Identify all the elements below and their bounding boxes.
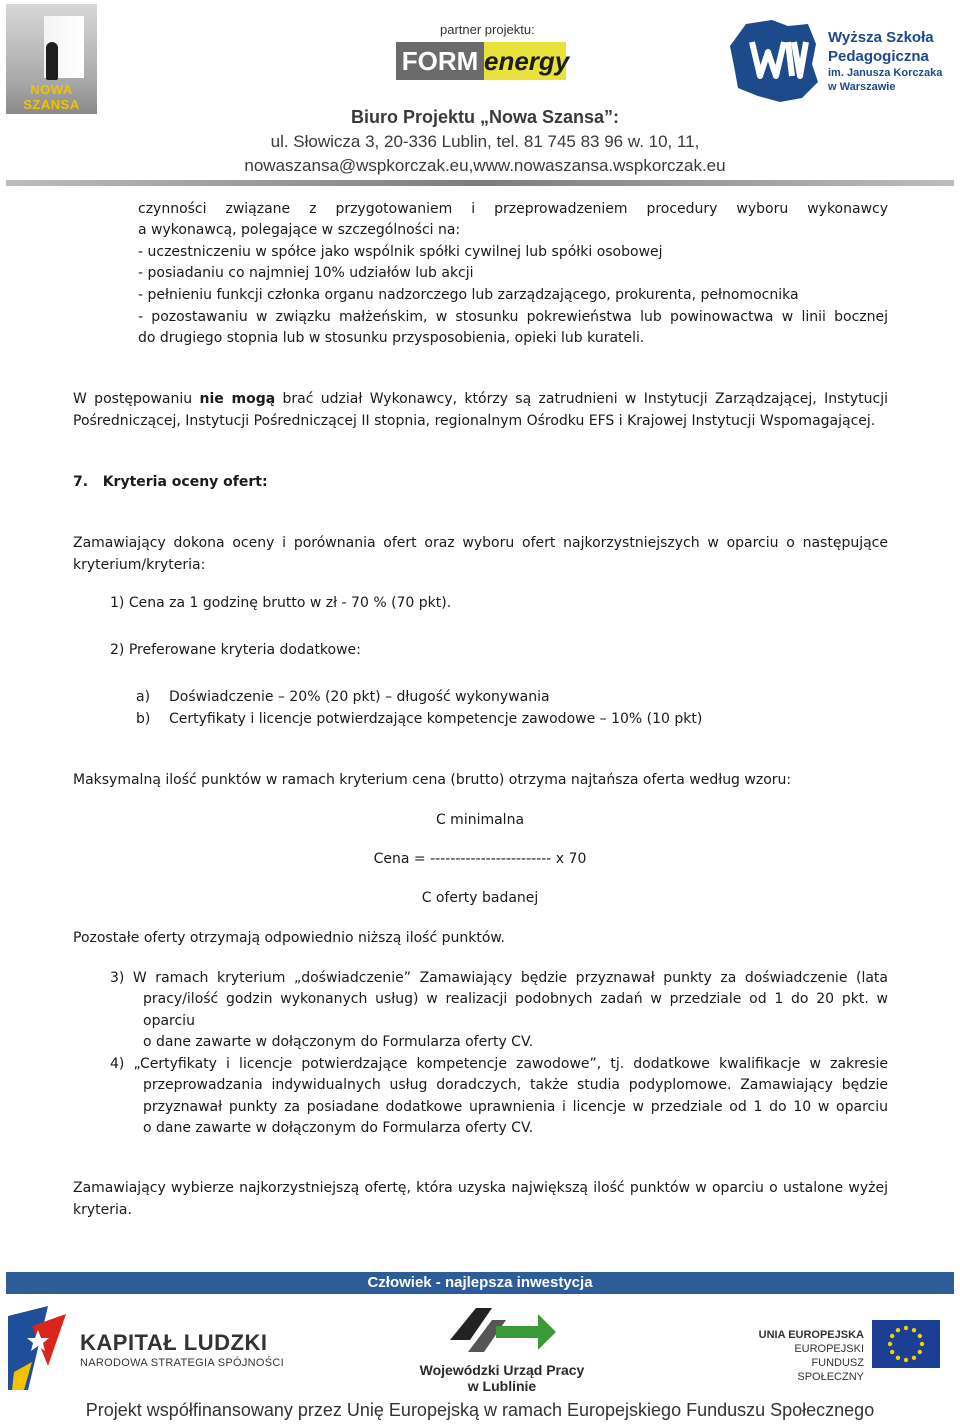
exclusion-emphasis: nie mogą: [199, 391, 276, 407]
wsp-poland-map-logo: [728, 16, 820, 106]
wup-green-arrow: [496, 1314, 556, 1350]
eu-star: [896, 1356, 900, 1360]
eu-line-2: EUROPEJSKI: [794, 1343, 864, 1355]
wup-line-2: w Lublinie: [467, 1378, 537, 1394]
item4-line-2: przeprowadzania indywidualnych usług doradczych, także studia podyplomowe. Zamawiający będzie: [143, 1077, 888, 1093]
eu-flag: [872, 1320, 940, 1368]
item3-line-3: oparciu: [143, 1013, 195, 1029]
closing-paragraph: Zamawiający wybierze najkorzystniejszą ofertę, która uzyska największą ilość punktów w oparciu o ustalone wyżej kryteria.: [73, 1180, 888, 1218]
eu-star: [904, 1358, 908, 1362]
slogan-banner: Człowiek - najlepsza inwestycja: [6, 1272, 954, 1294]
kl-title: KAPITAŁ LUDZKI: [80, 1330, 268, 1355]
exclusion-text-before: W postępowaniu: [73, 391, 200, 407]
partner-label: partner projektu:: [440, 22, 535, 37]
criterion-price: 1) Cena za 1 godzinę brutto w zł - 70 % (70 pkt).: [110, 595, 452, 611]
exclusion-paragraph: [73, 389, 888, 432]
p1-line-6: - pozostawaniu w związku małżeńskim, w stosunku pokrewieństwa lub powinowactwa w linii bocznej: [138, 309, 888, 325]
school-name-block: [828, 28, 942, 94]
p1-line-4: - posiadaniu co najmniej 10% udziałów lub akcji: [138, 265, 474, 281]
project-office-block: [230, 104, 740, 178]
logo-text-szansa: SZANSA: [23, 97, 80, 112]
office-contact: nowaszansa@wspkorczak.eu,www.nowaszansa.wspkorczak.eu: [244, 156, 726, 175]
eu-line-3: FUNDUSZ SPOŁECZNY: [797, 1357, 864, 1383]
kl-subtitle: NARODOWA STRATEGIA SPÓJNOŚCI: [80, 1357, 284, 1369]
formula-line: Cena = ------------------------ x 70: [373, 851, 587, 867]
school-name-line2: Pedagogiczna: [828, 48, 929, 65]
wup-text: [418, 1362, 586, 1394]
sub-item-b-text: Certyfikaty i licencje potwierdzające kompetencje zawodowe – 10% (10 pkt): [169, 711, 703, 727]
p1-line-7: do drugiego stopnia lub w stosunku przysposobienia, opieki lub kurateli.: [138, 330, 645, 346]
formenergy-logo-energy: energy: [484, 42, 566, 80]
formula-denominator: C oferty badanej: [421, 890, 539, 906]
school-name-line1: Wyższa Szkoła: [828, 29, 934, 46]
eu-line-1: UNIA EUROPEJSKA: [758, 1329, 864, 1341]
eu-star: [918, 1334, 922, 1338]
section-title: Kryteria oceny ofert:: [102, 474, 268, 490]
kapital-ludzki-text: [80, 1330, 284, 1370]
nowa-szansa-logo: [6, 4, 97, 114]
item4-line-3: przyznawał punkty za posiadane dodatkowe uprawnienia i licencje w przedziale od 1 do 10 w oparciu: [143, 1099, 888, 1115]
school-name-line4: w Warszawie: [828, 81, 896, 93]
eu-star: [920, 1342, 924, 1346]
item3-line-4: o dane zawarte w dołączonym do Formularza oferty CV.: [143, 1034, 534, 1050]
item3-line-2: pracy/ilość godzin wykonanych usług) w realizacji podobnych zadań w przedziale od 1 do 20 pkt. w: [143, 991, 888, 1007]
sub-item-a-text: Doświadczenie – 20% (20 pkt) – długość wykonywania: [169, 689, 550, 705]
header-divider: [6, 180, 954, 186]
sub-item-a-label: a): [136, 689, 151, 705]
formenergy-logo-form: FORM: [396, 42, 484, 80]
logo-text-nowa: NOWA: [30, 82, 73, 97]
eu-fund-text: [752, 1328, 864, 1384]
kapital-ludzki-emblem: [8, 1306, 72, 1390]
school-name-line3: im. Janusza Korczaka: [828, 67, 943, 79]
eu-star: [888, 1342, 892, 1346]
p1-line-3: - uczestniczeniu w spółce jako wspólnik spółki cywilnej lub spółki osobowej: [138, 244, 663, 260]
criteria-intro: Zamawiający dokona oceny i porównania ofert oraz wyboru ofert najkorzystniejszych w oparciu o następujące kryterium/kryteria:: [73, 535, 888, 573]
eu-star: [890, 1334, 894, 1338]
section-heading: [73, 472, 888, 494]
eu-star: [890, 1350, 894, 1354]
remaining-offers-sentence: Pozostałe oferty otrzymają odpowiednio niższą ilość punktów.: [73, 930, 505, 946]
p1-line-2: a wykonawcą, polegające w szczególności na:: [138, 222, 461, 238]
office-title: Biuro Projektu „Nowa Szansa”:: [350, 107, 620, 127]
section-number: 7.: [73, 474, 89, 490]
eu-star: [918, 1350, 922, 1354]
p1-line-5: - pełnieniu funkcji członka organu nadzorczego lub zarządzającego, prokurenta, pełnomocnika: [138, 287, 799, 303]
funding-note: Projekt współfinansowany przez Unię Europejską w ramach Europejskiego Funduszu Społecznego: [85, 1400, 875, 1420]
item4-line-1: 4) „Certyfikaty i licencje potwierdzające kompetencje zawodowe”, tj. dodatkowe kwalifikacje w zakresie: [110, 1056, 888, 1072]
criterion-additional: 2) Preferowane kryteria dodatkowe:: [110, 642, 361, 658]
exclusion-text-after: brać udział Wykonawcy, którzy są zatrudnieni w Instytucji Zarządzającej, Instytucji Pośredniczącej, Instytucji Pośredniczącej II stopnia, regionalnym Ośrodku EFS i Krajowej Instytucji Wspomagającej.: [73, 391, 889, 429]
p1-line-1: czynności związane z przygotowaniem i przeprowadzeniem procedury wyboru wykonawcy: [138, 201, 888, 217]
eu-star: [896, 1328, 900, 1332]
wup-logo-arrows: [446, 1304, 558, 1360]
person-silhouette: [46, 42, 58, 80]
eu-star: [912, 1356, 916, 1360]
item4-line-4: o dane zawarte w dołączonym do Formularza oferty CV.: [143, 1120, 534, 1136]
formula-numerator: C minimalna: [435, 812, 525, 828]
max-points-sentence: Maksymalną ilość punktów w ramach kryterium cena (brutto) otrzyma najtańsza oferta według wzoru:: [73, 772, 792, 788]
eu-star: [912, 1328, 916, 1332]
formenergy-logo: [396, 42, 570, 80]
item3-line-1: 3) W ramach kryterium „doświadczenie” Zamawiający będzie przyznawał punkty za doświadczenie (lata: [110, 970, 888, 986]
office-address: ul. Słowicza 3, 20-336 Lublin, tel. 81 745 83 96 w. 10, 11,: [270, 132, 700, 151]
sub-item-b-label: b): [136, 711, 151, 727]
eu-star: [904, 1326, 908, 1330]
wup-line-1: Wojewódzki Urząd Pracy: [419, 1362, 585, 1378]
